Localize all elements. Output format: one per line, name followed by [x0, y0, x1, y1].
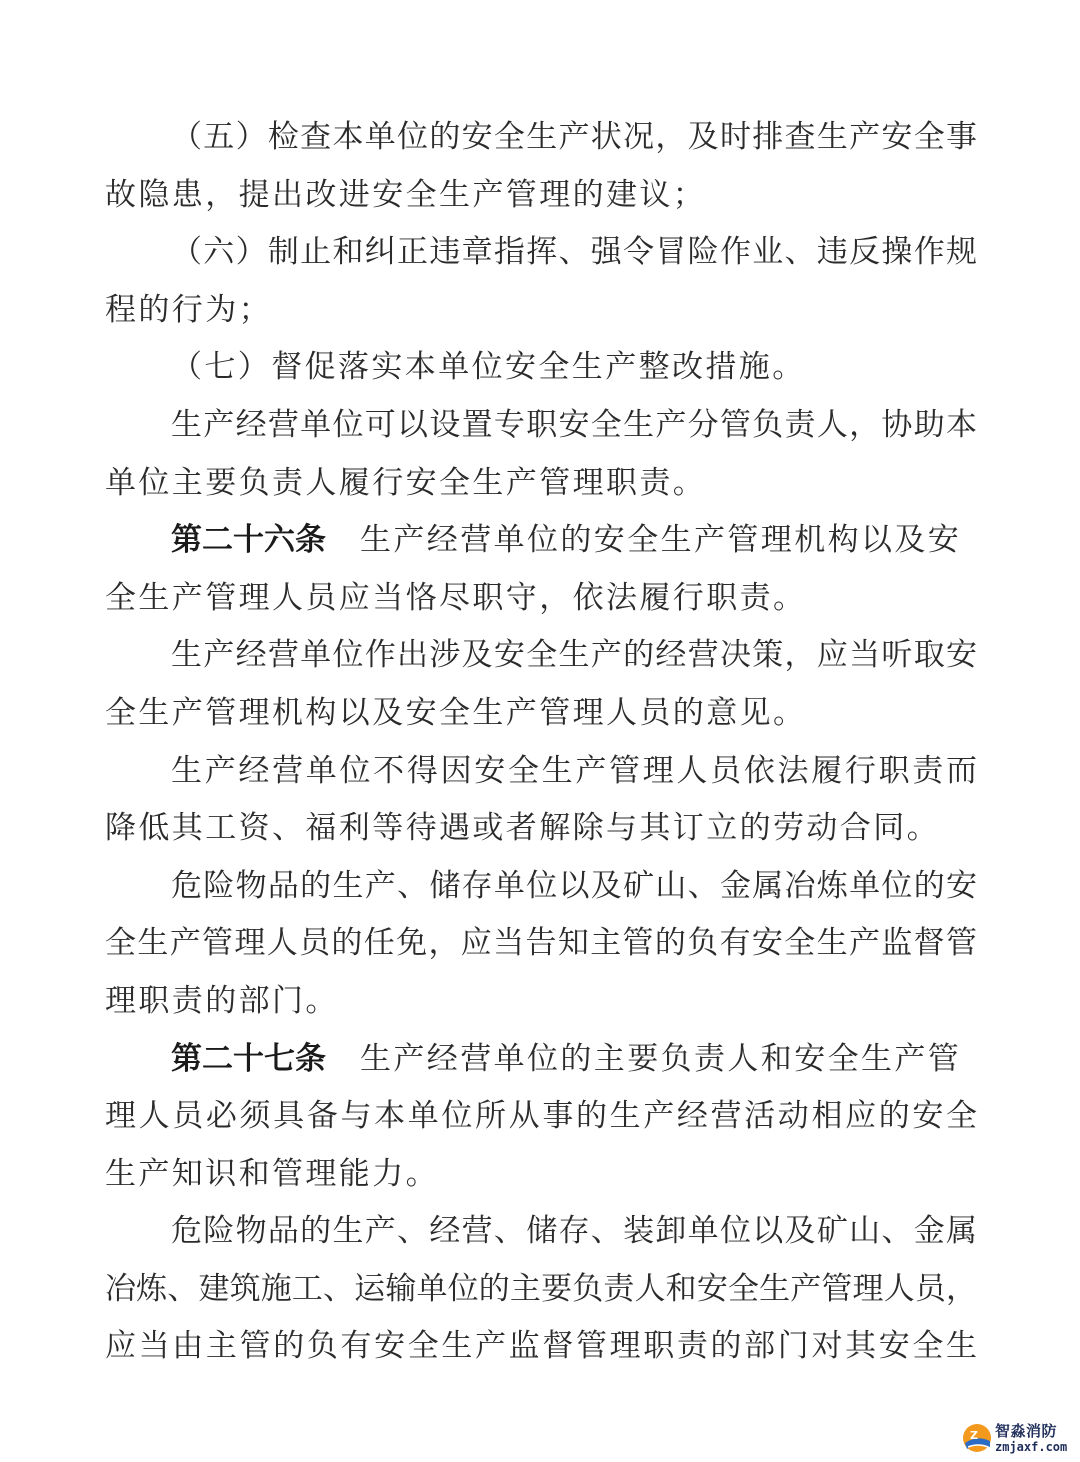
paragraph-line	[105, 915, 977, 973]
paragraph-line	[105, 685, 977, 743]
line-text: 冶炼、建筑施工、运输单位的主要负责人和安全生产管理人员，	[105, 1270, 977, 1307]
line-text: 全生产管理人员的任免，应当告知主管的负有安全生产监督管	[105, 925, 977, 962]
line-text: 理职责的部门。	[105, 982, 339, 1019]
line-text: 生产知识和管理能力。	[105, 1155, 439, 1192]
paragraph-line	[105, 570, 977, 628]
line-text: （六）制止和纠正违章指挥、强令冒险作业、违反操作规	[171, 234, 977, 271]
line-text: 单位主要负责人履行安全生产管理职责。	[105, 464, 707, 501]
paragraph-line	[105, 455, 977, 513]
paragraph-line	[105, 973, 977, 1031]
paragraph-line	[105, 109, 977, 167]
line-text: 全生产管理人员应当恪尽职守，依法履行职责。	[105, 579, 807, 616]
paragraph-line	[105, 1203, 977, 1261]
zmjaxf-logo-icon	[962, 1423, 992, 1453]
paragraph-line	[105, 800, 977, 858]
line-text: （七）督促落实本单位安全生产整改措施。	[171, 349, 806, 386]
watermark-name: 智淼消防	[995, 1421, 1058, 1440]
article-number: 第二十七条	[171, 1040, 326, 1077]
paragraph-line	[105, 397, 977, 455]
article-number: 第二十六条	[171, 522, 326, 559]
line-text: 理人员必须具备与本单位所从事的生产经营活动相应的安全	[105, 1098, 977, 1135]
paragraph-line	[105, 167, 977, 225]
line-text: 应当由主管的负有安全生产监督管理职责的部门对其安全生	[105, 1328, 977, 1365]
paragraph-line	[105, 282, 977, 340]
document-page	[105, 109, 977, 1376]
line-text: 全生产管理机构以及安全生产管理人员的意见。	[105, 694, 807, 731]
paragraph-line	[105, 1318, 977, 1376]
paragraph-line	[105, 858, 977, 916]
line-text: 生产经营单位的主要负责人和安全生产管	[360, 1040, 962, 1077]
paragraph-line	[105, 1146, 977, 1204]
line-text: 故隐患，提出改进安全生产管理的建议；	[105, 176, 707, 213]
paragraph-line	[105, 339, 977, 397]
line-text: （五）检查本单位的安全生产状况，及时排查生产安全事	[171, 119, 977, 155]
paragraph-line	[105, 743, 977, 801]
watermark	[962, 1418, 1074, 1458]
line-text: 危险物品的生产、经营、储存、装卸单位以及矿山、金属	[171, 1213, 977, 1250]
line-text: 生产经营单位不得因安全生产管理人员依法履行职责而	[171, 752, 977, 789]
line-text: 生产经营单位作出涉及安全生产的经营决策，应当听取安	[171, 637, 977, 674]
paragraph-line	[105, 224, 977, 282]
line-text: 生产经营单位的安全生产管理机构以及安	[360, 522, 962, 559]
paragraph-line	[105, 1261, 977, 1319]
article-heading-line	[105, 512, 977, 570]
line-text: 程的行为；	[105, 291, 272, 328]
article-heading-line	[105, 1031, 977, 1089]
paragraph-line	[105, 627, 977, 685]
watermark-domain: zmjaxf.com	[995, 1439, 1068, 1454]
line-text: 危险物品的生产、储存单位以及矿山、金属冶炼单位的安	[171, 867, 977, 904]
svg-text:Z: Z	[970, 1429, 978, 1442]
line-text: 降低其工资、福利等待遇或者解除与其订立的劳动合同。	[105, 810, 940, 847]
line-text: 生产经营单位可以设置专职安全生产分管负责人，协助本	[171, 406, 977, 443]
paragraph-line	[105, 1088, 977, 1146]
